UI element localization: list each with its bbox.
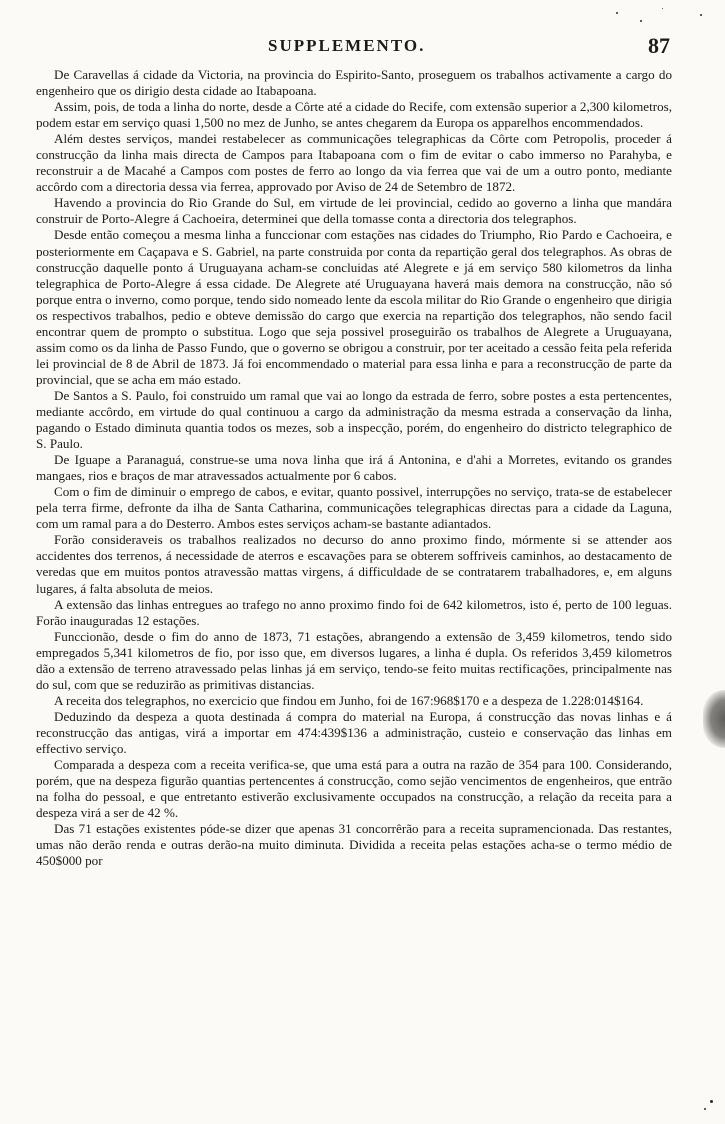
paragraph-extensao: A extensão das linhas entregues ao trafego no anno proximo findo foi de 642 kilometros, isto é, perto de 100 leguas. Forão inauguradas 12 estações. (36, 596, 672, 628)
page-number: 87 (648, 33, 670, 58)
paragraph-caravellas: De Caravellas á cidade da Victoria, na provincia do Espirito-Santo, proseguem os trabalhos activamente a cargo do engenheiro que os dirigio desta cidade ao Itabapoana. (36, 67, 672, 99)
scan-speck (704, 1108, 706, 1110)
running-title: SUPPLEMENTO. (268, 36, 426, 55)
scan-speck (710, 1100, 713, 1103)
paragraph-petropolis: Além destes serviços, mandei restabelecer as communicações telegraphicas da Côrte com Petropolis, proceder á construcção da linha mais directa de Campos para Itabapoana com o fim de evitar o cabo immerso no Parahyba, e reconstruir a de Macahé a Campos com postes de ferro ao longo da via ferrea que vai de um a outro ponto, mediante accôrdo com a directoria dessa via ferrea, approvado por Aviso de 24 de Setembro de 1872. (36, 131, 672, 195)
paragraph-trabalhos: Forão consideraveis os trabalhos realizados no decurso do anno proximo findo, mórmente si se attender aos accidentes dos terrenos, á necessidade de aterros e escavações para se obterem soffriveis caminhos, ao destacamento de veredas que em muitos pontos atravessão mattas virgens, á difficuldade de se contratarem trabalhadores, e, em alguns lugares, á falta absoluta de meios. (36, 532, 672, 596)
paragraph-rio-grande: Havendo a provincia do Rio Grande do Sul, em virtude de lei provincial, cedido ao governo a linha que mandára construir de Porto-Alegre á Cachoeira, determinei que della tomasse conta a directoria dos telegraphos. (36, 195, 672, 227)
scan-speck (616, 12, 618, 14)
scan-speck (700, 14, 702, 16)
paragraph-estacoes-funcionando: Funccionão, desde o fim do anno de 1873, 71 estações, abrangendo a extensão de 3,459 kilometros, tendo sido empregados 5,341 kilometros de fio, por isso que, em diversos lugares, a linha é dupla. Os referidos 3,459 kilometros dão a extensão de terreno atravessado pelas linhas já em serviço, tendo-se feito muitas rectificações, principalmente nas do sul, com que se reduzirão as primitivas distancias. (36, 628, 672, 692)
paragraph-cabos: Com o fim de diminuir o emprego de cabos, e evitar, quanto possivel, interrupções no serviço, trata-se de estabelecer pela terra firme, defronte da ilha de Santa Catharina, communicações telegraphicas directas para a cidade da Laguna, com um ramal para a do Desterro. Ambos estes serviços acham-se bastante adiantados. (36, 484, 672, 532)
page-header (40, 33, 692, 60)
edge-stain (703, 690, 725, 748)
paragraph-comparacao: Comparada a despeza com a receita verifica-se, que uma está para a outra na razão de 354 para 100. Considerando, porém, que na despeza figurão quantias pertencentes á construcção, como sejão vencimentos de engenheiros, que entrão na folha do pessoal, e que entretanto estiverão exclusivamente occupados na construcção, a relação da receita para a despeza virá a ser de 42 %. (36, 757, 672, 821)
paragraph-santos-sao-paulo: De Santos a S. Paulo, foi construido um ramal que vai ao longo da estrada de ferro, sobre postes a esta pertencentes, mediante accôrdo, em virtude do qual continuou a cargo da administração da mesma estrada a conservação da linha, pagando o Estado diminuta quantia todos os mezes, sob a inspecção, porém, do engenheiro do districto telegraphico de S. Paulo. (36, 387, 672, 452)
paragraph-iguape: De Iguape a Paranaguá, construe-se uma nova linha que irá á Antonina, e d'ahi a Morretes, evitando os grandes mangaes, rios e braços de mar atravessados actualmente por 6 cabos. (36, 452, 672, 484)
paragraph-linha-norte: Assim, pois, de toda a linha do norte, desde a Côrte até a cidade do Recife, com extensão superior a 2,300 kilometros, podem estar em serviço quasi 1,500 no mez de Junho, se antes chegarem da Europa os apparelhos encommendados. (36, 99, 672, 131)
paragraph-estacoes-receita: Das 71 estações existentes póde-se dizer que apenas 31 concorrêrão para a receita supramencionada. Das restantes, umas não derão renda e outras derão-na muito diminuta. Dividida a receita pelas estações acha-se o termo médio de 450$000 por (36, 821, 672, 869)
scan-speck (640, 20, 642, 22)
paragraph-receita: A receita dos telegraphos, no exercicio que findou em Junho, foi de 167:968$170 e a despeza de 1.228:014$164. (54, 692, 644, 708)
paragraph-estacoes-sul: Desde então começou a mesma linha a funccionar com estações nas cidades do Triumpho, Rio Pardo e Cachoeira, e posteriormente em Caçapava e S. Gabriel, na parte construida por conta da repartição geral dos telegraphos. As obras de construcção daquelle ponto á Uruguayana acham-se concluidas até Alegrete e já em serviço 580 kilometros da linha telegraphica de Porto-Alegre á essa cidade. De Alegrete até Uruguayana haverá mais demora na construcção, não só porque entra o inverno, como porque, tendo sido nomeado lente da escola militar do Rio Grande o engenheiro que dirigia os respectivos trabalhos, pedio e obteve demissão do cargo que exercia na repartição dos telegraphos, não sendo facil encontrar quem de prompto o substitua. Logo que seja possivel proseguirão os trabalhos de Alegrete a Uruguayana, assim como os da linha de Passo Fundo, que o governo se obrigou a construir, por ter aceitado a cessão feita pela referida lei provincial de 8 de Abril de 1873. Já foi encommendado o material para essa linha e para a reconstrucção de parte da provincial, que se acha em máo estado. (36, 227, 672, 387)
scan-speck (662, 8, 663, 9)
body-text (36, 67, 672, 869)
paragraph-despeza: Deduzindo da despeza a quota destinada á compra do material na Europa, á construcção das novas linhas e á reconstrucção das antigas, virá a importar em 474:439$136 a administração, custeio e conservação das linhas em effectivo serviço. (36, 708, 672, 756)
